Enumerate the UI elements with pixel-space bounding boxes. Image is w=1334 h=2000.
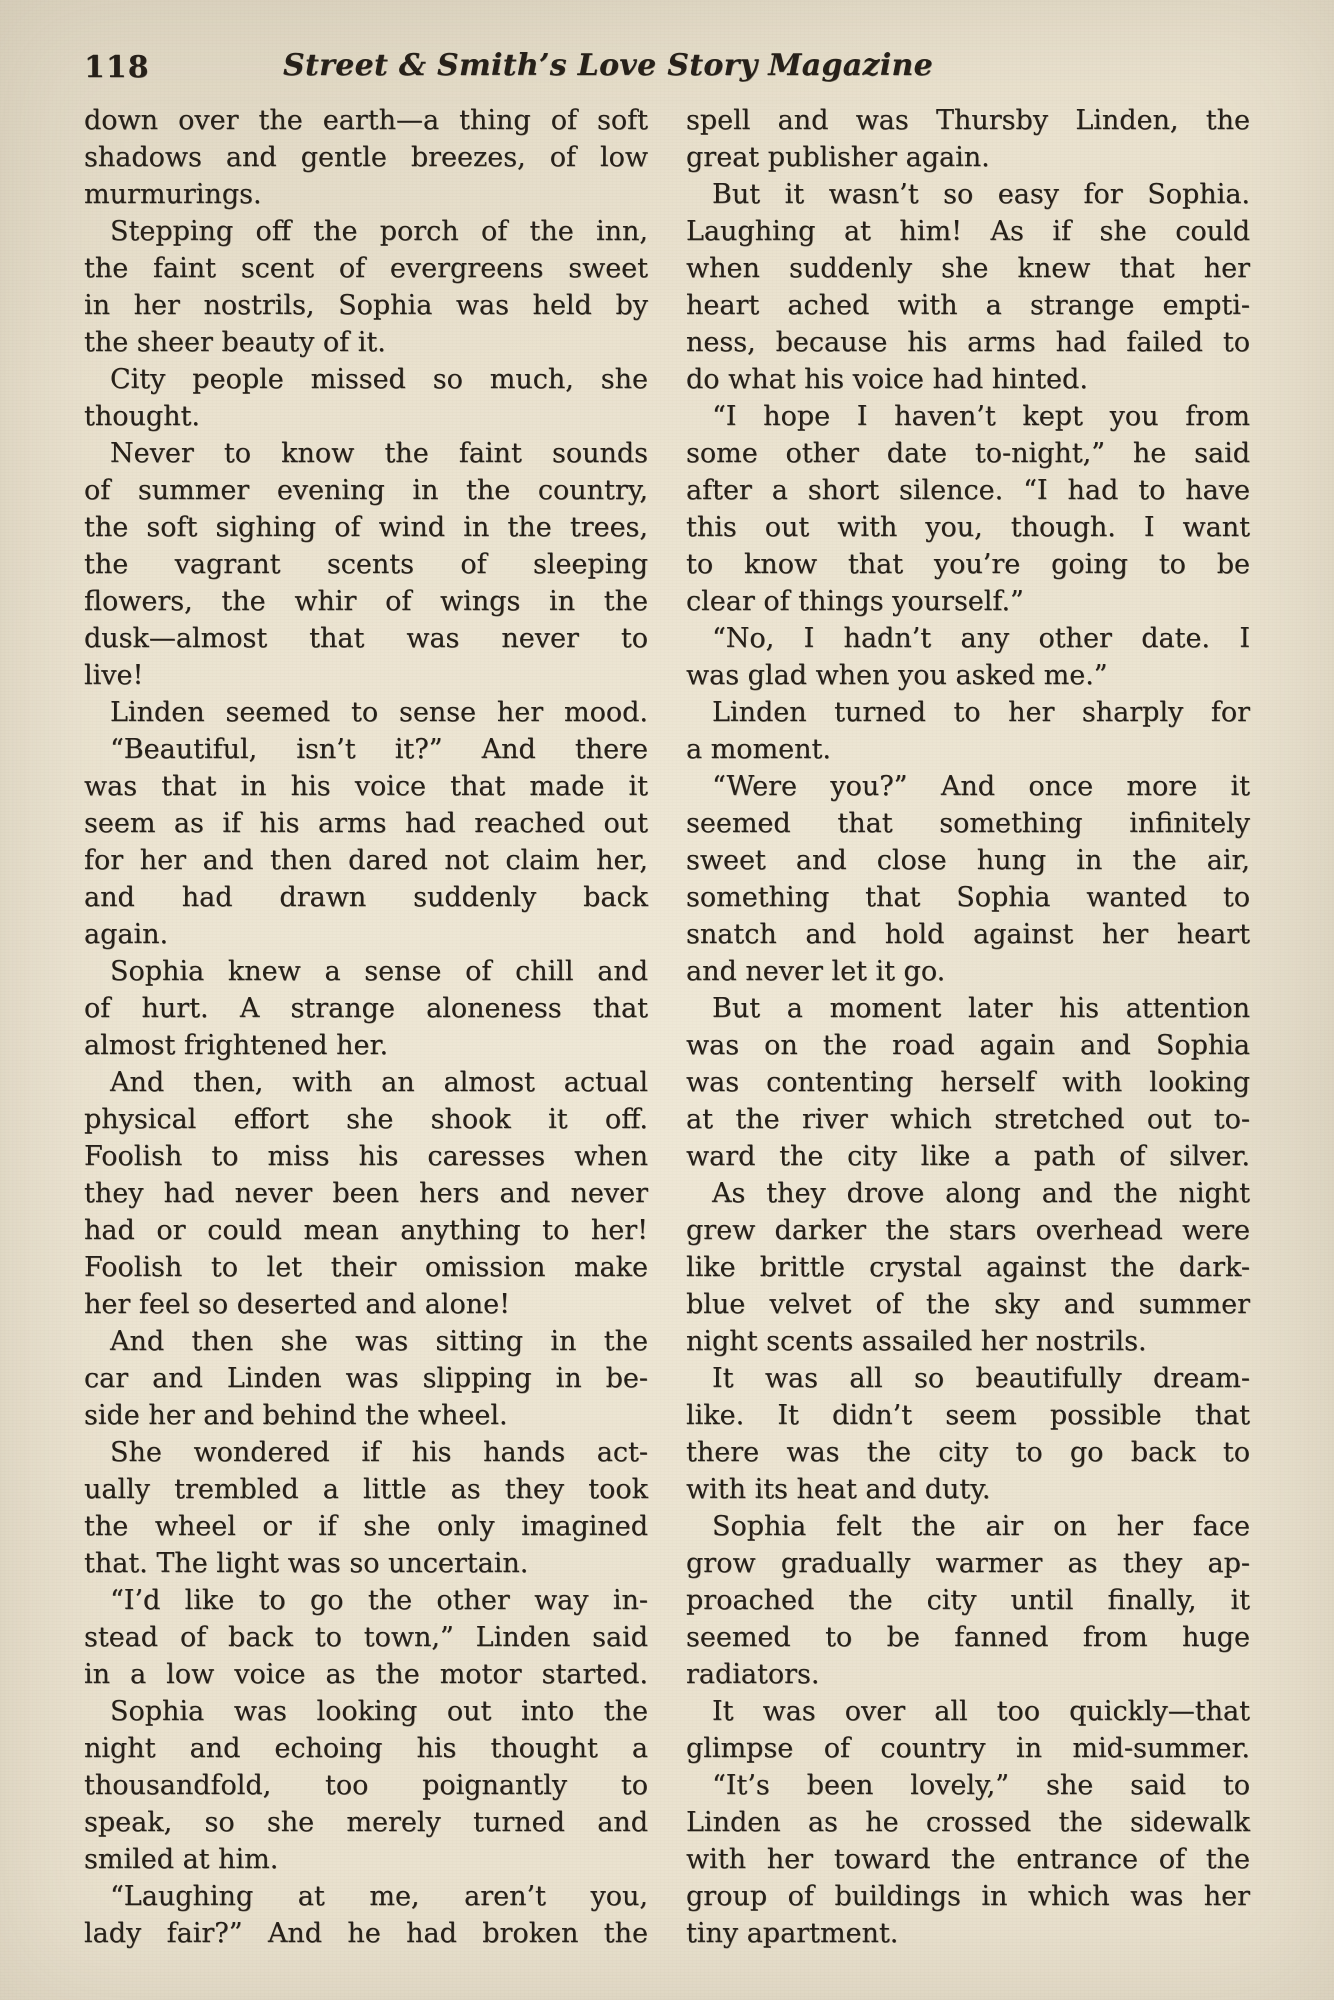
paragraph (686, 1693, 1250, 1767)
text-line: seemed to be fanned from huge (686, 1622, 1250, 1653)
text-line: physical effort she shook it off. (84, 1104, 648, 1135)
paragraph (686, 1175, 1250, 1360)
text-line: Linden turned to her sharply for (712, 697, 1250, 728)
paragraph (686, 102, 1250, 176)
text-line: with its heat and duty. (686, 1474, 991, 1505)
paragraph (84, 361, 648, 435)
text-line: was contenting herself with looking (686, 1067, 1250, 1098)
text-line: Sophia was looking out into the (110, 1696, 648, 1727)
text-line: Foolish to miss his caresses when (84, 1141, 648, 1172)
text-line: lady fair?” And he had broken the (84, 1918, 648, 1949)
text-line: again. (84, 919, 169, 950)
text-line: the wheel or if she only imagined (84, 1511, 648, 1542)
paragraph (84, 213, 648, 361)
text-line: live! (84, 660, 144, 691)
text-line: thought. (84, 401, 200, 432)
text-line: this out with you, though. I want (686, 512, 1250, 543)
text-columns (84, 102, 1250, 1952)
text-line: they had never been hers and never (84, 1178, 648, 1209)
text-line: was on the road again and Sophia (686, 1030, 1250, 1061)
text-line: “No, I hadn’t any other date. I (712, 623, 1250, 654)
text-line: City people missed so much, she (110, 364, 648, 395)
text-line: seem as if his arms had reached out (84, 808, 648, 839)
text-line: there was the city to go back to (686, 1437, 1250, 1468)
text-line: sweet and close hung in the air, (686, 845, 1250, 876)
text-line: radiators. (686, 1659, 820, 1690)
text-line: grow gradually warmer as they ap- (686, 1548, 1250, 1579)
text-line: ward the city like a path of silver. (686, 1141, 1250, 1172)
text-line: do what his voice had hinted. (686, 364, 1088, 395)
paragraph (686, 1360, 1250, 1508)
text-line: Linden seemed to sense her mood. (110, 697, 648, 728)
text-line: a moment. (686, 734, 831, 765)
text-line: night and echoing his thought a (84, 1733, 648, 1764)
text-line: and had drawn suddenly back (84, 882, 648, 913)
paragraph (84, 1323, 648, 1434)
text-line: almost frightened her. (84, 1030, 389, 1061)
text-line: after a short silence. “I had to have (686, 475, 1250, 506)
text-line: was that in his voice that made it (84, 771, 648, 802)
text-line: great publisher again. (686, 142, 990, 173)
text-line: flowers, the whir of wings in the (84, 586, 648, 617)
text-line: the sheer beauty of it. (84, 327, 386, 358)
text-line: some other date to-night,” he said (686, 438, 1250, 469)
text-line: her feel so deserted and alone! (84, 1289, 510, 1320)
text-line: clear of things yourself.” (686, 586, 1024, 617)
text-line: But it wasn’t so easy for Sophia. (712, 179, 1250, 210)
text-line: But a moment later his attention (712, 993, 1250, 1024)
paragraph (686, 990, 1250, 1175)
text-line: proached the city until finally, it (686, 1585, 1250, 1616)
text-line: like. It didn’t seem possible that (686, 1400, 1250, 1431)
text-line: Foolish to let their omission make (84, 1252, 648, 1283)
text-line: and never let it go. (686, 956, 946, 987)
text-line: the faint scent of evergreens sweet (84, 253, 648, 284)
text-line: She wondered if his hands act- (110, 1437, 648, 1468)
text-line: Sophia felt the air on her face (712, 1511, 1250, 1542)
text-line: And then, with an almost actual (110, 1067, 648, 1098)
text-line: tiny apartment. (686, 1918, 899, 1949)
text-line: dusk—almost that was never to (84, 623, 648, 654)
paragraph (686, 176, 1250, 398)
paragraph (84, 102, 648, 213)
text-line: Stepping off the porch of the inn, (110, 216, 648, 247)
text-line: glimpse of country in mid-summer. (686, 1733, 1250, 1764)
text-line: grew darker the stars overhead were (686, 1215, 1250, 1246)
paragraph (84, 1693, 648, 1878)
text-line: “Beautiful, isn’t it?” And there (110, 734, 648, 765)
text-column-right (686, 102, 1250, 1952)
text-line: in her nostrils, Sophia was held by (84, 290, 648, 321)
text-line: Laughing at him! As if she could (686, 216, 1250, 247)
page-number: 118 (84, 50, 150, 85)
text-line: something that Sophia wanted to (686, 882, 1250, 913)
paragraph (84, 1064, 648, 1323)
text-line: down over the earth—a thing of soft (84, 105, 648, 136)
text-line: smiled at him. (84, 1844, 279, 1875)
paragraph (84, 1434, 648, 1582)
paragraph (686, 1508, 1250, 1693)
text-line: murmurings. (84, 179, 262, 210)
paragraph (84, 1878, 648, 1952)
text-line: stead of back to town,” Linden said (84, 1622, 648, 1653)
paragraph (686, 398, 1250, 620)
text-line: car and Linden was slipping in be- (84, 1363, 648, 1394)
paragraph (84, 1582, 648, 1693)
text-line: of summer evening in the country, (84, 475, 648, 506)
text-line: speak, so she merely turned and (84, 1807, 648, 1838)
text-line: when suddenly she knew that her (686, 253, 1250, 284)
text-line: spell and was Thursby Linden, the (686, 105, 1250, 136)
paragraph (84, 694, 648, 731)
text-line: heart ached with a strange empti- (686, 290, 1250, 321)
text-line: blue velvet of the sky and summer (686, 1289, 1250, 1320)
paragraph (686, 694, 1250, 768)
running-header (0, 46, 1334, 98)
text-line: was glad when you asked me.” (686, 660, 1108, 691)
text-line: ually trembled a little as they took (84, 1474, 648, 1505)
text-line: to know that you’re going to be (686, 549, 1250, 580)
running-header-title: Street & Smith’s Love Story Magazine (283, 48, 934, 83)
paragraph (686, 620, 1250, 694)
text-line: It was all so beautifully dream- (712, 1363, 1250, 1394)
paragraph (686, 1767, 1250, 1952)
text-line: seemed that something infinitely (686, 808, 1250, 839)
text-line: Never to know the faint sounds (110, 438, 648, 469)
text-line: of hurt. A strange aloneness that (84, 993, 648, 1024)
paragraph (686, 768, 1250, 990)
paragraph (84, 731, 648, 953)
text-line: group of buildings in which was her (686, 1881, 1250, 1912)
text-line: side her and behind the wheel. (84, 1400, 508, 1431)
text-line: for her and then dared not claim her, (84, 845, 648, 876)
text-line: had or could mean anything to her! (84, 1215, 648, 1246)
text-line: ness, because his arms had failed to (686, 327, 1250, 358)
text-line: As they drove along and the night (712, 1178, 1250, 1209)
text-line: the vagrant scents of sleeping (84, 549, 648, 580)
text-line: Linden as he crossed the sidewalk (686, 1807, 1250, 1838)
text-line: It was over all too quickly—that (712, 1696, 1250, 1727)
paragraph (84, 435, 648, 694)
text-line: “Laughing at me, aren’t you, (110, 1881, 648, 1912)
text-line: at the river which stretched out to- (686, 1104, 1250, 1135)
text-line: thousandfold, too poignantly to (84, 1770, 648, 1801)
text-line: the soft sighing of wind in the trees, (84, 512, 648, 543)
text-line: in a low voice as the motor started. (84, 1659, 648, 1690)
text-line: night scents assailed her nostrils. (686, 1326, 1147, 1357)
text-line: “I’d like to go the other way in- (110, 1585, 648, 1616)
paragraph (84, 953, 648, 1064)
text-line: And then she was sitting in the (110, 1326, 648, 1357)
text-line: that. The light was so uncertain. (84, 1548, 529, 1579)
text-line: Sophia knew a sense of chill and (110, 956, 648, 987)
text-line: snatch and hold against her heart (686, 919, 1250, 950)
text-line: like brittle crystal against the dark- (686, 1252, 1250, 1283)
text-column-left (84, 102, 648, 1952)
text-line: “It’s been lovely,” she said to (712, 1770, 1250, 1801)
text-line: with her toward the entrance of the (686, 1844, 1250, 1875)
text-line: “I hope I haven’t kept you from (712, 401, 1250, 432)
text-line: “Were you?” And once more it (712, 771, 1250, 802)
text-line: shadows and gentle breezes, of low (84, 142, 648, 173)
